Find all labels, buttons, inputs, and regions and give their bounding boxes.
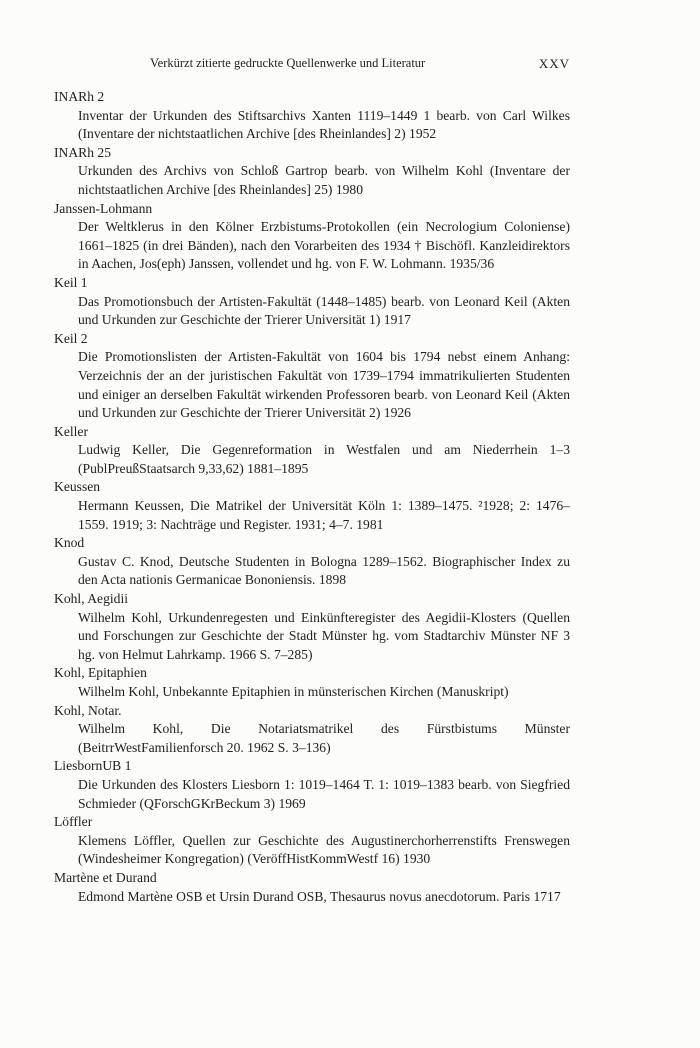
entry-text: Der Weltklerus in den Kölner Erzbistums-Protokollen (ein Necrologium Coloniense) 1661–1825 (in drei Bänden), nach den Vorarbeiten des 1934 † Bischöfl. Kanzleidirektors in Aachen, Jos(eph) Janssen, vollendet und hg. von F. W. Lohmann. 1935/36 xyxy=(78,219,570,272)
entry-text: Wilhelm Kohl, Urkundenregesten und Einkünfteregister des Aegidii-Klosters (Quellen und Forschungen zur Geschichte der Stadt Münster hg. vom Stadtarchiv Münster NF 3 hg. von Helmut Lahrkamp. 1966 S. 7–285) xyxy=(78,609,570,662)
bibliography-entry xyxy=(54,478,570,534)
running-header xyxy=(150,56,570,74)
page-number: XXV xyxy=(538,56,570,71)
entry-text: Edmond Martène OSB et Ursin Durand OSB, Thesaurus novus anecdotorum. Paris 1717 xyxy=(78,888,561,904)
entry-key: Keller xyxy=(54,423,88,439)
bibliography-entry xyxy=(54,869,570,906)
entry-text: Klemens Löffler, Quellen zur Geschichte des Augustinerchorherrenstifts Frenswegen (Windesheimer Kongregation) (VeröffHistKommWestf 16) 1930 xyxy=(78,832,570,867)
entry-key: Knod xyxy=(54,535,85,551)
entry-text: Wilhelm Kohl, Die Notariatsmatrikel des Fürstbistums Münster (BeitrrWestFamilienforsch 20. 1962 S. 3–136) xyxy=(78,721,570,755)
entry-key: Keil 2 xyxy=(54,330,88,346)
entry-key: INARh 25 xyxy=(54,144,112,160)
bibliography-entry xyxy=(54,88,570,144)
entry-key: Löffler xyxy=(54,814,93,830)
entry-text: Ludwig Keller, Die Gegenreformation in Westfalen und am Niederrhein 1–3 (PublPreußStaatsarch 9,33,62) 1881–1895 xyxy=(78,442,570,476)
bibliography-entry xyxy=(54,200,570,274)
entry-text: Urkunden des Archivs von Schloß Gartrop bearb. von Wilhelm Kohl (Inventare der nichtstaatlichen Archive [des Rheinlandes] 25) 1980 xyxy=(78,163,570,197)
entry-text: Die Promotionslisten der Artisten-Fakultät von 1604 bis 1794 nebst einem Anhang: Verzeichnis der an der juristischen Fakultät von 1739–1794 immatrikulierten Studenten und einiger an derselben Fakultät wirkenden Professoren bearb. von Leonard Keil (Akten und Urkunden zur Geschichte der Trierer Universität 2) 1926 xyxy=(78,349,570,421)
bibliography-entry xyxy=(54,534,570,590)
entry-key: Keussen xyxy=(54,479,101,495)
bibliography-entry xyxy=(54,813,570,869)
entry-text: Gustav C. Knod, Deutsche Studenten in Bologna 1289–1562. Biographischer Index zu den Acta nationis Germanicae Bononiensis. 1898 xyxy=(78,553,570,588)
entry-key: Kohl, Aegidii xyxy=(54,591,129,607)
entry-key: INARh 2 xyxy=(54,89,105,104)
entry-key: LiesbornUB 1 xyxy=(54,758,132,774)
entry-key: Martène et Durand xyxy=(54,869,157,885)
entry-text: Das Promotionsbuch der Artisten-Fakultät (1448–1485) bearb. von Leonard Keil (Akten und Urkunden zur Geschichte der Trierer Universität 1) 1917 xyxy=(78,293,570,328)
entry-text: Inventar der Urkunden des Stiftsarchivs Xanten 1119–1449 1 bearb. von Carl Wilkes (Inventare der nichtstaatlichen Archive [des Rheinlandes] 2) 1952 xyxy=(78,107,570,142)
bibliography-entry xyxy=(54,423,570,479)
entry-key: Kohl, Epitaphien xyxy=(54,665,147,681)
bibliography-entry xyxy=(54,757,570,813)
bibliography-entry xyxy=(54,274,570,330)
entry-key: Janssen-Lohmann xyxy=(54,200,153,216)
entry-text: Die Urkunden des Klosters Liesborn 1: 1019–1464 T. 1: 1019–1383 bearb. von Siegfried Schmieder (QForschGKrBeckum 3) 1969 xyxy=(78,776,570,811)
entry-key: Keil 1 xyxy=(54,274,88,290)
bibliography-entry xyxy=(54,330,570,423)
bibliography-entry xyxy=(54,702,570,758)
bibliography-entry xyxy=(54,664,570,701)
bibliography-entry xyxy=(54,144,570,200)
header-title: Verkürzt zitierte gedruckte Quellenwerke und Literatur xyxy=(150,56,426,70)
bibliography-entry xyxy=(54,590,570,664)
entry-key: Kohl, Notar. xyxy=(54,702,122,718)
entry-text: Hermann Keussen, Die Matrikel der Universität Köln 1: 1389–1475. ²1928; 2: 1476–1559. 1919; 3: Nachträge und Register. 1931; 4–7. 1981 xyxy=(78,498,570,532)
bibliography-list xyxy=(54,88,570,906)
entry-text: Wilhelm Kohl, Unbekannte Epitaphien in münsterischen Kirchen (Manuskript) xyxy=(78,684,509,699)
